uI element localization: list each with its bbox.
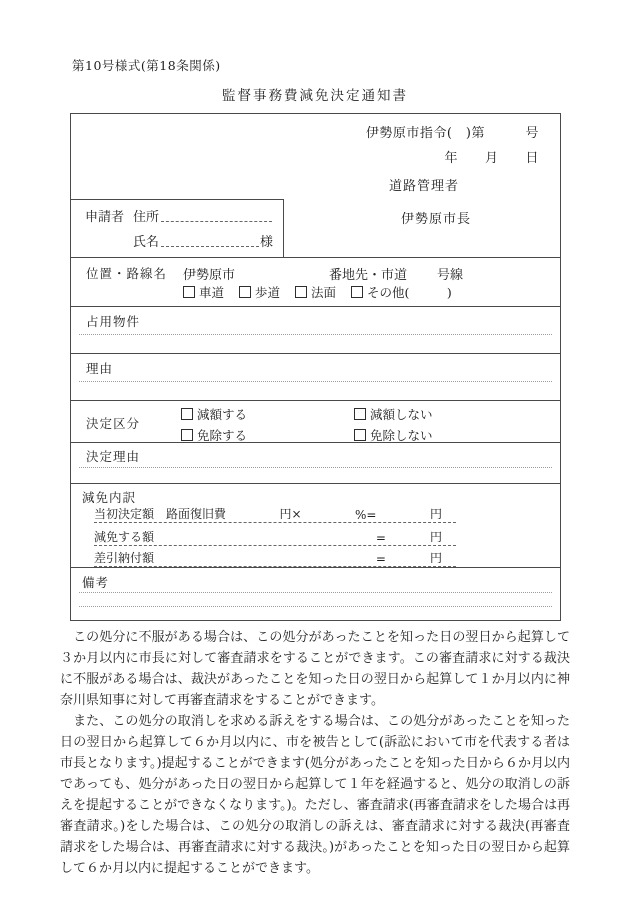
name-label: 氏名 (133, 235, 160, 250)
reason-row (71, 353, 560, 400)
percent-equals-label: %= (355, 508, 377, 522)
checkbox-label: 減額しない (370, 407, 433, 422)
reason-label: 理由 (86, 361, 114, 376)
breakdown-label: 減免内訳 (82, 490, 137, 505)
dotted-writing-line (79, 334, 552, 335)
checkbox-icon (181, 429, 193, 441)
restoration-cost-label: 路面復旧費 (166, 507, 227, 521)
checkbox-label: 法面 (311, 285, 337, 300)
checkbox-item-roadway (183, 283, 224, 301)
dotted-writing-line (79, 467, 552, 468)
checkbox-item-other (351, 283, 452, 301)
decision-reason-label: 決定理由 (86, 449, 141, 464)
decision-option-no-reduce (354, 405, 433, 423)
appeal-paragraph: この処分に不服がある場合は、この処分があったことを知った日の翌日から起算して ３か月以内に市長に対して審査請求をすることができます。この審査請求に対する裁決に不服がある場合は、裁決があったことを知った日の翌日から起算して１か月以内に神奈川県知事に対して再審査請求をすることができます。 (60, 630, 570, 708)
checkbox-item-sidewalk (239, 283, 280, 301)
checkbox-label: 減額する (197, 407, 248, 422)
decision-label: 決定区分 (86, 416, 141, 431)
exempt-amount-line (94, 528, 456, 546)
decision-option-reduce (181, 405, 354, 423)
remarks-label: 備考 (82, 575, 110, 590)
checkbox-icon (239, 286, 251, 298)
applicant-address-row (85, 206, 273, 225)
dotted-writing-line (79, 606, 552, 607)
checkbox-icon (351, 286, 363, 298)
checkbox-icon (183, 286, 195, 298)
applicant-label: 申請者 (85, 210, 125, 225)
applicant-section (71, 199, 560, 257)
road-administrator-label: 道路管理者 (389, 179, 460, 194)
checkbox-label: 車道 (199, 285, 225, 300)
checkbox-label: 免除する (197, 428, 248, 443)
occupancy-row (71, 306, 560, 353)
lot-prefix-label: 番地先・市道 (329, 268, 408, 283)
dotted-writing-line (79, 381, 552, 382)
date-line: 年 月 日 (444, 151, 539, 166)
city-label: 伊勢原市 (183, 268, 236, 283)
remarks-row (71, 567, 560, 620)
yen-label: 円 (429, 507, 442, 521)
legal-notes (60, 627, 570, 879)
location-label: 位置・路線名 (86, 266, 168, 281)
honorific-label: 様 (259, 235, 273, 250)
form-box (70, 113, 561, 621)
lawsuit-paragraph: また、この処分の取消しを求める訴えをする場合は、この処分があったことを知った日の翌日から起算して６か月以内に、市を被告として(訴訟において市を代表する者は市長となります。)提起することができます(処分があったことを知った日から６か月以内であっても、処分があった日の翌日から起算して１年を経過すると、処分の取消しの訴えを提起することができなくなります。)。ただし、審査請求(再審査請求をした場合は再審査請求。)をした場合は、この処分の取消しの訴えは、審査請求に対する裁決(再審査請求をした場合は、再審査請求に対する裁決。)があったことを知った日の翌日から起算して６か月以内に提起することができます。 (60, 714, 570, 876)
checkbox-label: その他( ) (367, 285, 452, 300)
applicant-box (71, 199, 284, 257)
equals-label: = (375, 552, 386, 566)
checkbox-item-slope (295, 283, 336, 301)
checkbox-icon (181, 408, 193, 420)
name-writing-line (161, 245, 259, 247)
initial-amount-line (94, 505, 456, 523)
dotted-writing-line (79, 592, 552, 593)
yen-multiply-label: 円× (279, 507, 302, 521)
occupancy-label: 占用物件 (86, 314, 141, 329)
form-number: 第10号様式(第18条関係) (72, 58, 221, 73)
directive-number-line: 伊勢原市指令( )第 号 (365, 126, 539, 141)
checkbox-icon (354, 408, 366, 420)
checkbox-icon (295, 286, 307, 298)
road-part-checkboxes (183, 283, 452, 301)
equals-label: = (375, 531, 386, 545)
yen-label: 円 (429, 530, 442, 544)
mayor-label: 伊勢原市長 (401, 212, 472, 227)
checkbox-label: 免除しない (370, 428, 433, 443)
breakdown-section (71, 483, 560, 567)
net-amount-label: 差引納付額 (94, 551, 155, 565)
address-label: 住所 (133, 210, 160, 225)
applicant-name-row (85, 231, 273, 250)
checkbox-icon (354, 429, 366, 441)
decision-row (71, 400, 560, 442)
net-amount-line (94, 549, 456, 567)
decision-reason-row (71, 442, 560, 483)
decision-options (181, 405, 433, 444)
checkbox-label: 歩道 (255, 285, 281, 300)
document-title: 監督事務費減免決定通知書 (222, 88, 408, 104)
exempt-amount-label: 減免する額 (94, 530, 155, 544)
address-writing-line (161, 220, 272, 222)
yen-label: 円 (429, 551, 442, 565)
location-row (71, 257, 560, 306)
route-number-suffix: 号線 (437, 268, 464, 283)
initial-amount-label: 当初決定額 (94, 507, 155, 521)
header-section (71, 114, 560, 199)
